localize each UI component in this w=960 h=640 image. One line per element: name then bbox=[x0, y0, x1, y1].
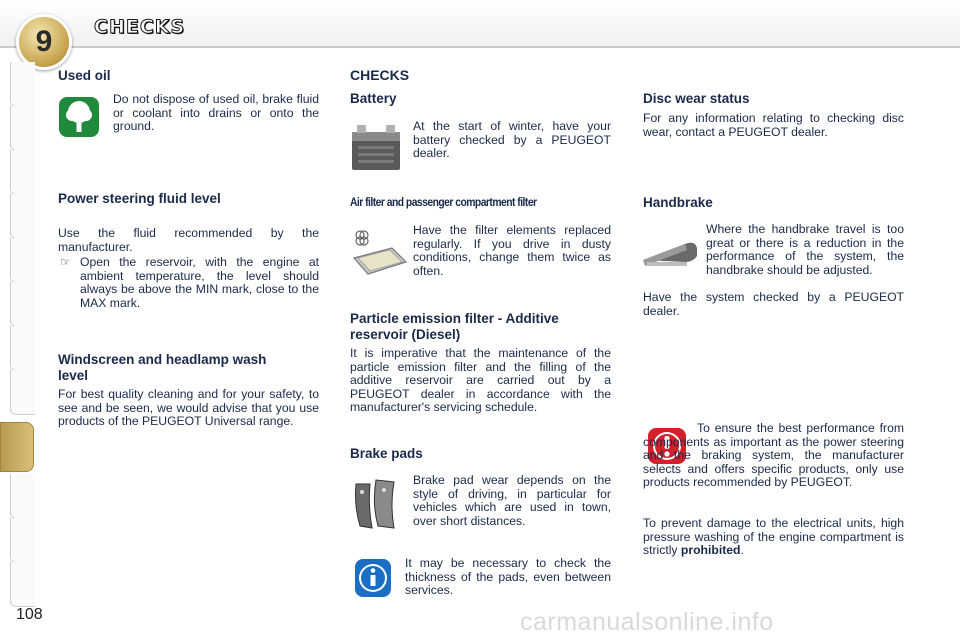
disc-wear-text: For any information relating to checking disc wear, contact a PEUGEOT dealer. bbox=[643, 111, 904, 139]
chapter-tab[interactable] bbox=[10, 62, 35, 107]
used-oil-text: Do not dispose of used oil, brake fluid or coolant into drains or onto the ground. bbox=[113, 92, 319, 133]
chapter-tab[interactable] bbox=[10, 150, 35, 195]
chapter-tab[interactable] bbox=[10, 282, 35, 327]
battery-heading: Battery bbox=[350, 91, 397, 106]
chapter-tab[interactable] bbox=[10, 474, 35, 519]
handbrake-lever-icon bbox=[641, 226, 701, 270]
windscreen-text: For best quality cleaning and for your safety, to see and be seen, we would advise that you use products of the PEUGEOT Universal range. bbox=[58, 387, 319, 428]
air-filter-text: Have the filter elements replaced regularly. If you drive in dusty conditions, change them twice as often. bbox=[413, 223, 611, 278]
chapter-tab[interactable] bbox=[10, 326, 35, 371]
battery-text: At the start of winter, have your battery checked by a PEUGEOT dealer. bbox=[413, 119, 611, 160]
brake-pads-icon bbox=[350, 476, 406, 534]
brake-pads-text: Brake pad wear depends on the style of driving, in particular for vehicles which are used in town, over short distances. bbox=[413, 473, 611, 528]
particle-filter-text: It is imperative that the maintenance of the particle emission filter and the filling of the additive reservoir are carried out by a PEUGEOT dealer in accordance with the manufacturer's servicing schedule. bbox=[350, 346, 611, 414]
tree-icon bbox=[58, 96, 100, 138]
disc-wear-heading: Disc wear status bbox=[643, 91, 750, 106]
chapter-tab[interactable] bbox=[10, 562, 35, 607]
power-steering-bullet-text: Open the reservoir, with the engine at ambient temperature, the level should always be above the MIN mark, close to the MAX mark. bbox=[80, 255, 319, 310]
chapter-tab[interactable] bbox=[10, 238, 35, 283]
chapter-tab[interactable] bbox=[10, 518, 35, 563]
handbrake-heading: Handbrake bbox=[643, 195, 713, 210]
brake-pads-heading: Brake pads bbox=[350, 446, 423, 461]
info-note-text: It may be necessary to check the thickness of the pads, even between services. bbox=[405, 556, 611, 597]
warning-text-2-suffix: . bbox=[740, 543, 744, 557]
page-header-title: CHECKS bbox=[94, 16, 186, 38]
air-filter-heading: Air filter and passenger compartment filter bbox=[350, 195, 537, 209]
windscreen-heading: Windscreen and headlamp wash level bbox=[58, 352, 267, 383]
chapter-tab[interactable] bbox=[10, 194, 35, 239]
chapter-tab-active[interactable] bbox=[0, 422, 34, 472]
watermark: carmanualsonline.info bbox=[520, 608, 774, 636]
used-oil-heading: Used oil bbox=[58, 68, 111, 83]
info-icon bbox=[354, 558, 392, 598]
handbrake-text-2: Have the system checked by a PEUGEOT dealer. bbox=[643, 290, 904, 318]
chapter-number: 9 bbox=[35, 25, 53, 58]
chapter-tab[interactable] bbox=[10, 370, 35, 415]
chapter-tab[interactable] bbox=[10, 106, 35, 151]
power-steering-heading: Power steering fluid level bbox=[58, 191, 221, 206]
particle-filter-heading: Particle emission filter - Additive reservoir (Diesel) bbox=[350, 311, 559, 342]
warning-text-2-prefix: To prevent damage to the electrical units, high pressure washing of the engine compartment is strictly bbox=[643, 516, 904, 557]
handbrake-text: Where the handbrake travel is too great or there is a reduction in the performance of the system, the handbrake should be adjusted. bbox=[706, 222, 904, 277]
battery-icon bbox=[346, 120, 408, 176]
warning-text: To ensure the best performance from components as important as the power steering and the braking system, the manufacturer selects and offers specific products, only use products recommended by PEUGEOT. bbox=[643, 421, 904, 489]
warning-text-2 bbox=[643, 517, 904, 558]
page-number: 108 bbox=[16, 606, 43, 623]
pointing-hand-icon: ☞ bbox=[60, 255, 71, 269]
air-filter-icon bbox=[350, 226, 408, 278]
power-steering-text: Use the fluid recommended by the manufacturer. bbox=[58, 226, 319, 254]
warning-text-2-bold: prohibited bbox=[680, 543, 741, 557]
section-title: CHECKS bbox=[350, 67, 410, 83]
